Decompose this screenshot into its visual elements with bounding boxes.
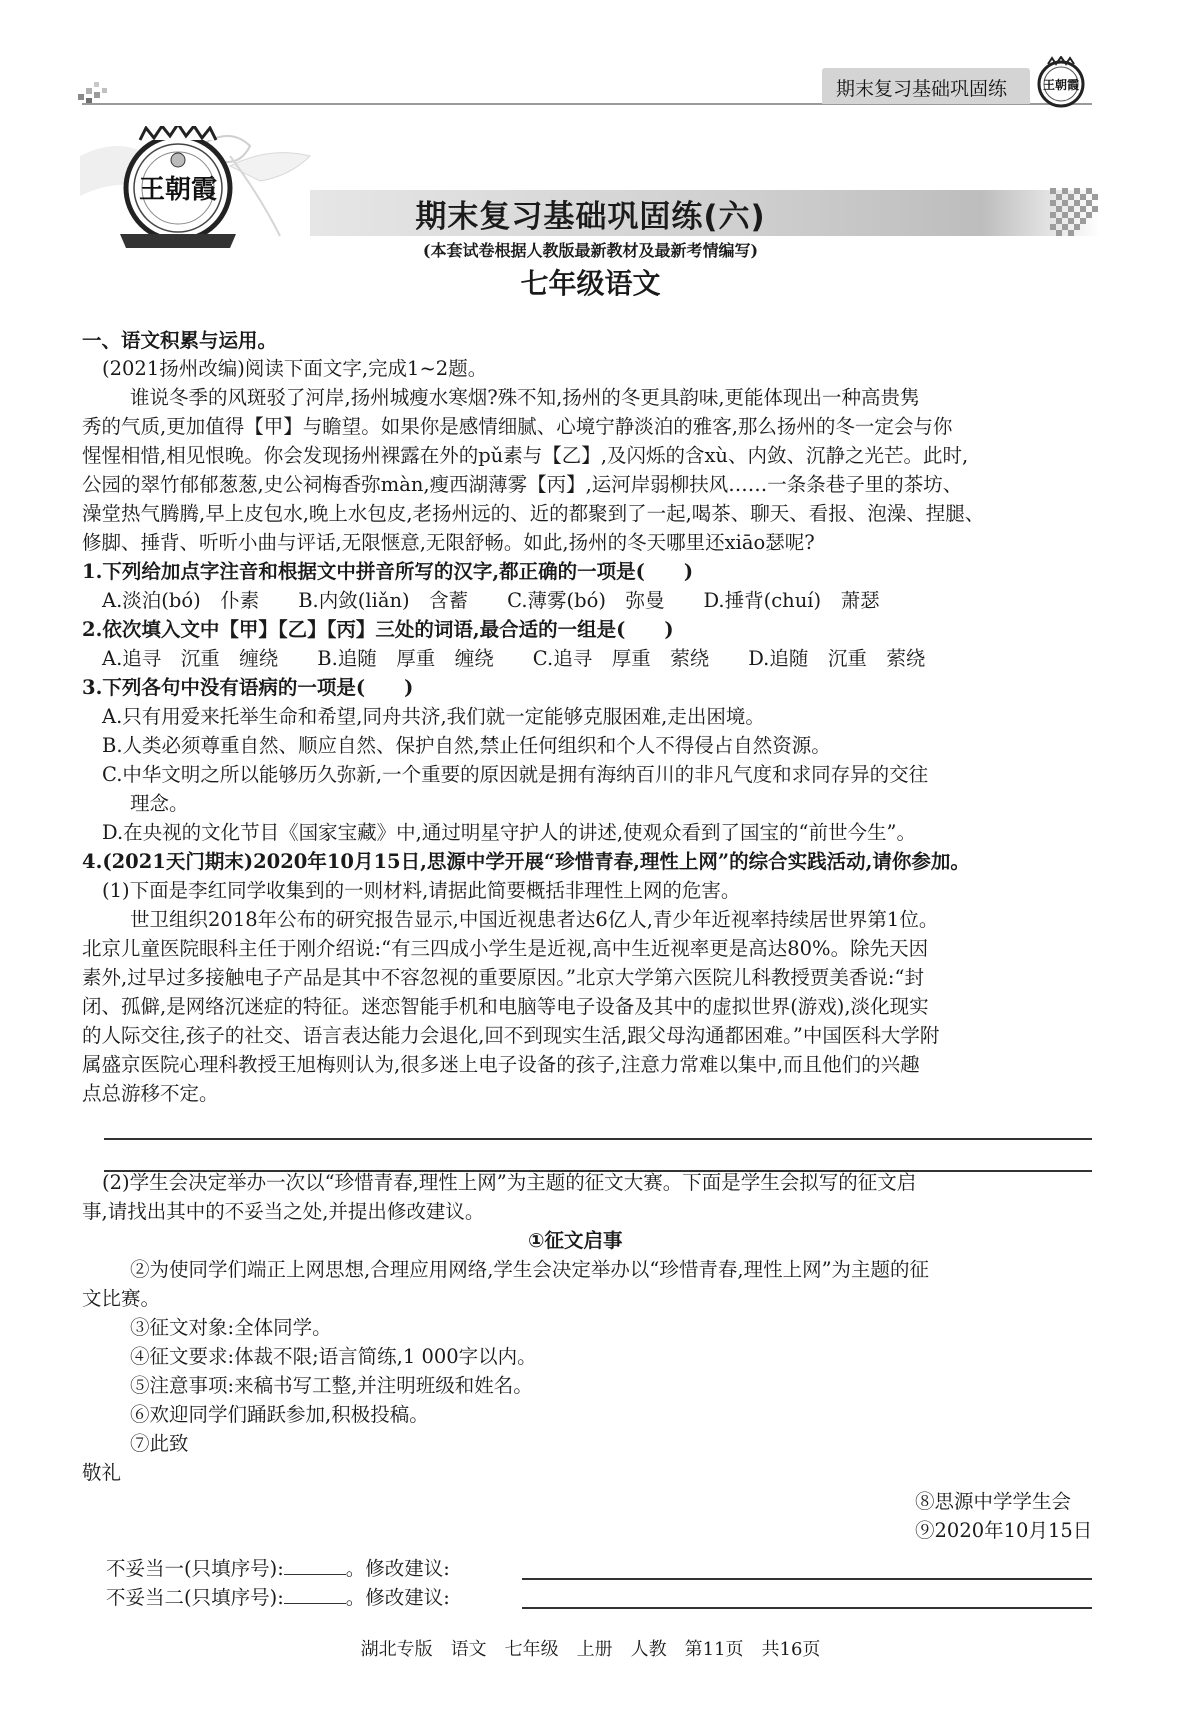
text-line: ③征文对象:全体同学。	[130, 1316, 332, 1339]
text-line: 事,请找出其中的不妥当之处,并提出修改建议。	[82, 1200, 485, 1223]
text-line: A.只有用爱来托举生命和希望,同舟共济,我们就一定能够克服困难,走出困境。	[102, 705, 765, 728]
answer-row-1-separator: 。修改建议:	[345, 1557, 450, 1580]
text-line: ①征文启事	[528, 1229, 623, 1252]
text-line: 修脚、捶背、听听小曲与评话,无限惬意,无限舒畅。如此,扬州的冬天哪里还xiāo瑟呢?	[82, 531, 815, 554]
text-line: B.人类必须尊重自然、顺应自然、保护自然,禁止任何组织和个人不得侵占自然资源。	[102, 734, 831, 757]
answer-row-1-number-blank[interactable]	[284, 1554, 346, 1575]
answer-row-2-label: 不妥当二(只填序号):	[106, 1586, 284, 1609]
text-line: ⑦此致	[130, 1432, 189, 1455]
page-footer: 湖北专版 语文 七年级 上册 人教 第11页 共16页	[360, 1639, 821, 1660]
text-line: ⑤注意事项:来稿书写工整,并注明班级和姓名。	[130, 1374, 533, 1397]
text-line: (2021扬州改编)阅读下面文字,完成1~2题。	[102, 357, 488, 380]
grade-title: 七年级语文	[520, 267, 661, 300]
brand-seal-small-icon	[1034, 56, 1088, 110]
text-line: 一、语文积累与运用。	[82, 329, 278, 352]
text-line: 北京儿童医院眼科主任于刚介绍说:“有三四成小学生是近视,高中生近视率更是高达80%。除先天因	[82, 937, 929, 960]
text-line: 惺惺相惜,相见恨晚。你会发现扬州裸露在外的pǔ素与【乙】,及闪烁的含xù、内敛、沉静之光芒。此时,	[82, 444, 969, 467]
answer-row-2	[106, 1583, 450, 1612]
text-line: 点总游移不定。	[82, 1082, 219, 1105]
answer-row-1-label: 不妥当一(只填序号):	[106, 1557, 284, 1580]
brand-seal-small-text: 王朝霞	[1042, 78, 1080, 92]
text-line: 公园的翠竹郁郁葱葱,史公祠梅香弥màn,瘦西湖薄雾【丙】,运河岸弱柳扶风……一条条巷子里的茶坊、	[82, 473, 963, 496]
text-line: 敬礼	[82, 1461, 122, 1484]
text-line: 的人际交往,孩子的社交、语言表达能力会退化,回不到现实生活,跟父母沟通都困难。”中国医科大学附	[82, 1024, 940, 1047]
text-line: D.在央视的文化节目《国家宝藏》中,通过明星守护人的讲述,使观众看到了国宝的“前世今生”。	[102, 821, 916, 844]
text-line: 秀的气质,更加值得【甲】与瞻望。如果你是感情细腻、心境宁静淡泊的雅客,那么扬州的冬一定会与你	[82, 415, 953, 438]
text-line: 世卫组织2018年公布的研究报告显示,中国近视患者达6亿人,青少年近视率持续居世界第1位。	[130, 908, 939, 931]
text-line: 澡堂热气腾腾,早上皮包水,晚上水包皮,老扬州远的、近的都聚到了一起,喝茶、聊天、看报、泡澡、捏腿、	[82, 502, 985, 525]
text-line: 理念。	[130, 792, 189, 815]
text-line: ⑥欢迎同学们踊跃参加,积极投稿。	[130, 1403, 429, 1426]
text-line: 素外,过早过多接触电子产品是其中不容忽视的重要原因。”北京大学第六医院儿科教授贾美香说:“封	[82, 966, 924, 989]
text-line: A.追寻 沉重 缠绕 B.追随 厚重 缠绕 C.追寻 厚重 萦绕 D.追随 沉重 萦绕	[102, 647, 926, 670]
answer-row-2-separator: 。修改建议:	[345, 1586, 450, 1609]
answer-line-1	[104, 1138, 1092, 1140]
text-line: A.淡泊(bó) 仆素 B.内敛(liǎn) 含蓄 C.薄雾(bó) 弥曼 D.捶背(chuí) 萧瑟	[102, 589, 880, 612]
text-line: 谁说冬季的风斑驳了河岸,扬州城瘦水寒烟?殊不知,扬州的冬更具韵味,更能体现出一种高贵隽	[130, 386, 920, 409]
text-line: ②为使同学们端正上网思想,合理应用网络,学生会决定举办以“珍惜青春,理性上网”为主题的征	[130, 1258, 930, 1281]
page-title: 期末复习基础巩固练(六)	[415, 199, 766, 235]
text-line: C.中华文明之所以能够历久弥新,一个重要的原因就是拥有海纳百川的非凡气度和求同存异的交往	[102, 763, 929, 786]
answer-row-1-suggestion-blank[interactable]	[522, 1578, 1092, 1580]
header-tab-label: 期末复习基础巩固练	[836, 78, 1008, 100]
text-line: 1.下列给加点字注音和根据文中拼音所写的汉字,都正确的一项是( )	[82, 560, 694, 583]
text-line: 文比赛。	[82, 1287, 161, 1310]
answer-row-1	[106, 1554, 450, 1583]
text-line: (1)下面是李红同学收集到的一则材料,请据此简要概括非理性上网的危害。	[102, 879, 741, 902]
answer-line-2	[104, 1170, 1092, 1172]
answer-row-2-number-blank[interactable]	[284, 1583, 346, 1604]
text-line: ④征文要求:体裁不限;语言简练,1 000字以内。	[130, 1345, 537, 1368]
page-subtitle: (本套试卷根据人教版最新教材及最新考情编写)	[422, 241, 759, 260]
text-line: 3.下列各句中没有语病的一项是( )	[82, 676, 414, 699]
text-line: 2.依次填入文中【甲】【乙】【丙】三处的词语,最合适的一组是( )	[82, 618, 674, 641]
text-line: 4.(2021天门期末)2020年10月15日,思源中学开展“珍惜青春,理性上网”的综合实践活动,请你参加。	[82, 850, 970, 873]
text-line: ⑧思源中学学生会	[915, 1490, 1072, 1513]
text-line: 闭、孤僻,是网络沉迷症的特征。迷恋智能手机和电脑等电子设备及其中的虚拟世界(游戏),淡化现实	[82, 995, 929, 1018]
text-line: ⑨2020年10月15日	[915, 1519, 1093, 1542]
text-line: (2)学生会决定举办一次以“珍惜青春,理性上网”为主题的征文大赛。下面是学生会拟写的征文启	[102, 1171, 917, 1194]
answer-row-2-suggestion-blank[interactable]	[522, 1607, 1092, 1609]
brand-logo-text: 王朝霞	[138, 175, 218, 205]
text-line: 属盛京医院心理科教授王旭梅则认为,很多迷上电子设备的孩子,注意力常难以集中,而且他们的兴趣	[82, 1053, 920, 1076]
